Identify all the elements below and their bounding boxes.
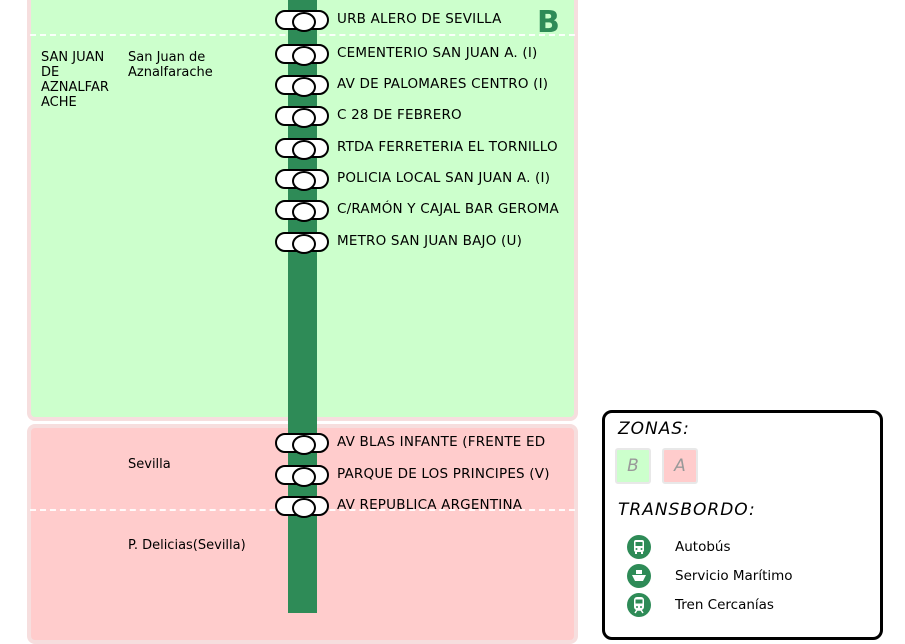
stop-name: AV REPUBLICA ARGENTINA [337,497,523,513]
stop-marker-icon [275,496,329,516]
nucleo-label-delicias: P. Delicias(Sevilla) [128,538,246,553]
legend-label: Autobús [675,539,731,555]
nucleo-label-sevilla: Sevilla [128,457,171,472]
stop-marker-icon [275,106,329,126]
legend-zone-b: B [615,448,651,484]
ship-icon [627,564,651,588]
stop-name: URB ALERO DE SEVILLA [337,11,502,27]
stop-name: AV BLAS INFANTE (FRENTE ED [337,434,546,450]
stop-marker-icon [275,232,329,252]
legend-transbordo-title: TRANSBORDO: [618,500,756,520]
legend-zone-a: A [662,448,698,484]
stop-name: METRO SAN JUAN BAJO (U) [337,233,523,249]
stop-marker-icon [275,75,329,95]
bus-icon [627,535,651,559]
stop-name: C 28 DE FEBRERO [337,107,462,123]
municipality-label: SAN JUAN DE AZNALFAR ACHE [41,50,109,110]
stop-name: CEMENTERIO SAN JUAN A. (I) [337,45,538,61]
zone-letter: B [537,5,560,40]
stop-marker-icon [275,169,329,189]
train-icon [627,593,651,617]
stop-name: C/RAMÓN Y CAJAL BAR GEROMA [337,201,559,217]
stop-name: RTDA FERRETERIA EL TORNILLO [337,139,558,155]
stop-marker-icon [275,465,329,485]
legend-label: Tren Cercanías [675,597,774,613]
nucleo-label-san-juan: San Juan de Aznalfarache [128,50,213,80]
legend-label: Servicio Marítimo [675,568,793,584]
stop-marker-icon [275,200,329,220]
stop-marker-icon [275,138,329,158]
stop-marker-icon [275,433,329,453]
stop-name: PARQUE DE LOS PRINCIPES (V) [337,466,550,482]
legend-box [602,410,883,640]
stop-marker-icon [275,44,329,64]
stop-name: POLICIA LOCAL SAN JUAN A. (I) [337,170,551,186]
legend-zonas-title: ZONAS: [618,419,690,439]
stop-name: AV DE PALOMARES CENTRO (I) [337,76,549,92]
stop-marker-icon [275,10,329,30]
